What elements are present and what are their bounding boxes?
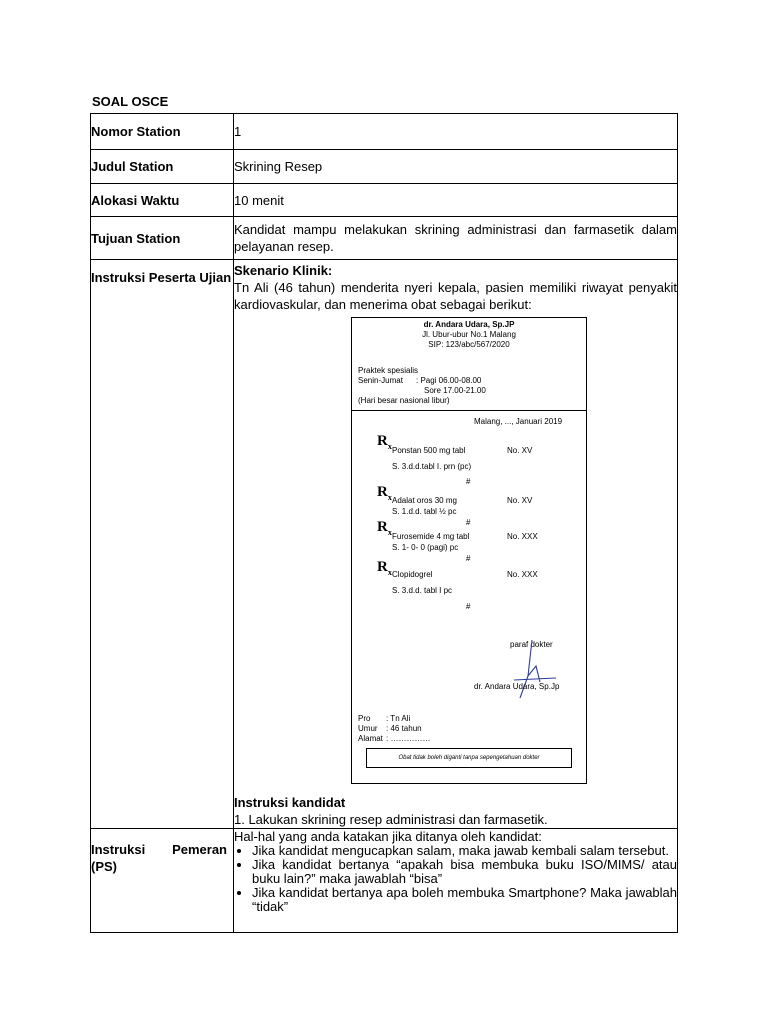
label-alokasi-waktu-text: Alokasi Waktu (91, 192, 180, 208)
rx-doctor: dr. Andara Udara, Sp.JP (423, 320, 515, 329)
rx-item-3-qty: No. XXX (507, 532, 538, 541)
rx-item-4-sig: S. 3.d.d. tabl I pc (392, 586, 453, 595)
row-nomor-station (91, 114, 678, 150)
label-instruksi-peserta-text: Instruksi Peserta Ujian (91, 270, 232, 285)
rx-umur-label: Umur (358, 724, 378, 733)
row-instruksi-pemeran (91, 829, 678, 933)
tujuan-station-text: Kandidat mampu melakukan skrining administrasi dan farmasetik dalam pelayanan resep. (234, 222, 677, 254)
value-alokasi-waktu (234, 184, 678, 217)
rx-pro-value: : Tn Ali (386, 714, 411, 723)
pemeran-bullet-list (234, 844, 677, 914)
value-tujuan-station (234, 217, 678, 260)
label-instruksi-pemeran-text: Instruksi Pemeran (PS) (91, 842, 227, 874)
rx-item-2-name: Adalat oros 30 mg (392, 496, 457, 505)
rx-item-3-name: Furosemide 4 mg tabl (392, 532, 470, 541)
rx-item-2-sig: S. 1.d.d. tabl ½ pc (392, 507, 457, 516)
rx-item-2-qty: No. XV (507, 496, 533, 505)
rx-note-box: Obat tidak boleh diganti tanpa sepengetahuan dokter (366, 748, 572, 768)
row-judul-station (91, 150, 678, 184)
rx-umur-value: : 46 tahun (386, 724, 422, 733)
rx-item-3-sig: S. 1- 0- 0 (pagi) pc (392, 543, 459, 552)
rx-symbol-4-r: R (377, 559, 388, 575)
row-tujuan-station (91, 217, 678, 260)
rx-holiday: (Hari besar nasional libur) (358, 396, 450, 405)
rx-paraf: paraf dokter (510, 640, 553, 649)
rx-symbol-1-x: x (387, 442, 392, 451)
rx-divider (352, 410, 586, 411)
rx-symbol-2-r: R (377, 484, 388, 500)
rx-pro-label: Pro (358, 714, 371, 723)
rx-symbol-1 (377, 433, 392, 452)
rx-morning: : Pagi 06.00-08.00 (416, 376, 482, 385)
rx-date: Malang, ..., Januari 2019 (474, 417, 563, 426)
pemeran-bullet-3: • Jika kandidat bertanya apa boleh membuka Smartphone? Maka jawablah “tidak” (252, 886, 677, 914)
label-nomor-station-text: Nomor Station (91, 124, 181, 139)
rx-symbol-1-r: R (377, 433, 388, 449)
rx-evening: Sore 17.00-21.00 (424, 386, 486, 395)
pemeran-bullet-1: • Jika kandidat mengucapkan salam, maka jawab kembali salam tersebut. (252, 844, 677, 858)
rx-sip: SIP: 123/abc/567/2020 (428, 340, 510, 349)
label-nomor-station (91, 114, 234, 150)
rx-signature-name: dr. Andara Udara, Sp.Jp (474, 682, 560, 691)
rx-item-1-qty: No. XV (507, 446, 533, 455)
label-instruksi-pemeran (91, 829, 234, 933)
row-alokasi-waktu (91, 184, 678, 217)
value-judul-station-text: Skrining Resep (234, 159, 323, 174)
rx-item-3-hash: # (466, 554, 471, 563)
rx-alamat-label: Alamat (358, 734, 383, 743)
rx-item-1-sig: S. 3.d.d.tabl I. prn (pc) (392, 462, 472, 471)
rx-symbol-3-r: R (377, 519, 388, 535)
value-judul-station (234, 150, 678, 184)
rx-symbol-4-x: x (387, 568, 392, 577)
rx-symbol-3-x: x (387, 528, 392, 537)
value-alokasi-waktu-text: 10 menit (234, 192, 284, 208)
value-instruksi-pemeran (234, 829, 678, 933)
pemeran-bullet-2: • Jika kandidat bertanya “apakah bisa membuka buku ISO/MIMS/ atau buku lain?” maka jawablah “bisa” (252, 858, 677, 886)
rx-item-1-name: Ponstan 500 mg tabl (392, 446, 466, 455)
row-instruksi-peserta (91, 260, 678, 829)
rx-item-2-hash: # (466, 518, 471, 527)
pemeran-intro: Hal-hal yang anda katakan jika ditanya oleh kandidat: (234, 829, 542, 844)
instruction-item: 1. Lakukan skrining resep administrasi dan farmasetik. (234, 812, 548, 827)
rx-item-4-name: Clopidogrel (392, 570, 433, 579)
value-nomor-station-text: 1 (234, 124, 242, 139)
label-tujuan-station-text: Tujuan Station (91, 230, 181, 246)
instruction-heading: Instruksi kandidat (234, 795, 346, 810)
signature-scribble (492, 636, 572, 706)
prescription-header (352, 318, 586, 350)
label-tujuan-station (91, 217, 234, 260)
rx-address: Jl. Ubur-ubur No.1 Malang (422, 330, 516, 339)
rx-item-1-hash: # (466, 477, 471, 486)
rx-symbol-2 (377, 484, 392, 503)
prescription-image (351, 317, 587, 784)
label-judul-station-text: Judul Station (91, 159, 174, 174)
rx-praktek: Praktek spesialis (358, 366, 419, 375)
label-judul-station (91, 150, 234, 184)
rx-symbol-3 (377, 519, 392, 538)
label-alokasi-waktu (91, 184, 234, 217)
rx-symbol-2-x: x (387, 493, 392, 502)
document-title: SOAL OSCE (92, 94, 169, 109)
value-nomor-station (234, 114, 678, 150)
rx-alamat-value: : …………… (386, 734, 431, 743)
value-instruksi-peserta (234, 260, 678, 829)
label-instruksi-peserta (91, 260, 234, 829)
rx-item-4-qty: No. XXX (507, 570, 538, 579)
scenario-heading: Skenario Klinik: (234, 263, 333, 278)
rx-days: Senin-Jumat (358, 376, 403, 385)
osce-table (90, 113, 678, 933)
rx-item-4-hash: # (466, 602, 471, 611)
scenario-text: Tn Ali (46 tahun) menderita nyeri kepala, pasien memiliki riwayat penyakit kardiovaskular, dan menerima obat sebagai berikut: (234, 280, 677, 312)
rx-symbol-4 (377, 559, 392, 578)
